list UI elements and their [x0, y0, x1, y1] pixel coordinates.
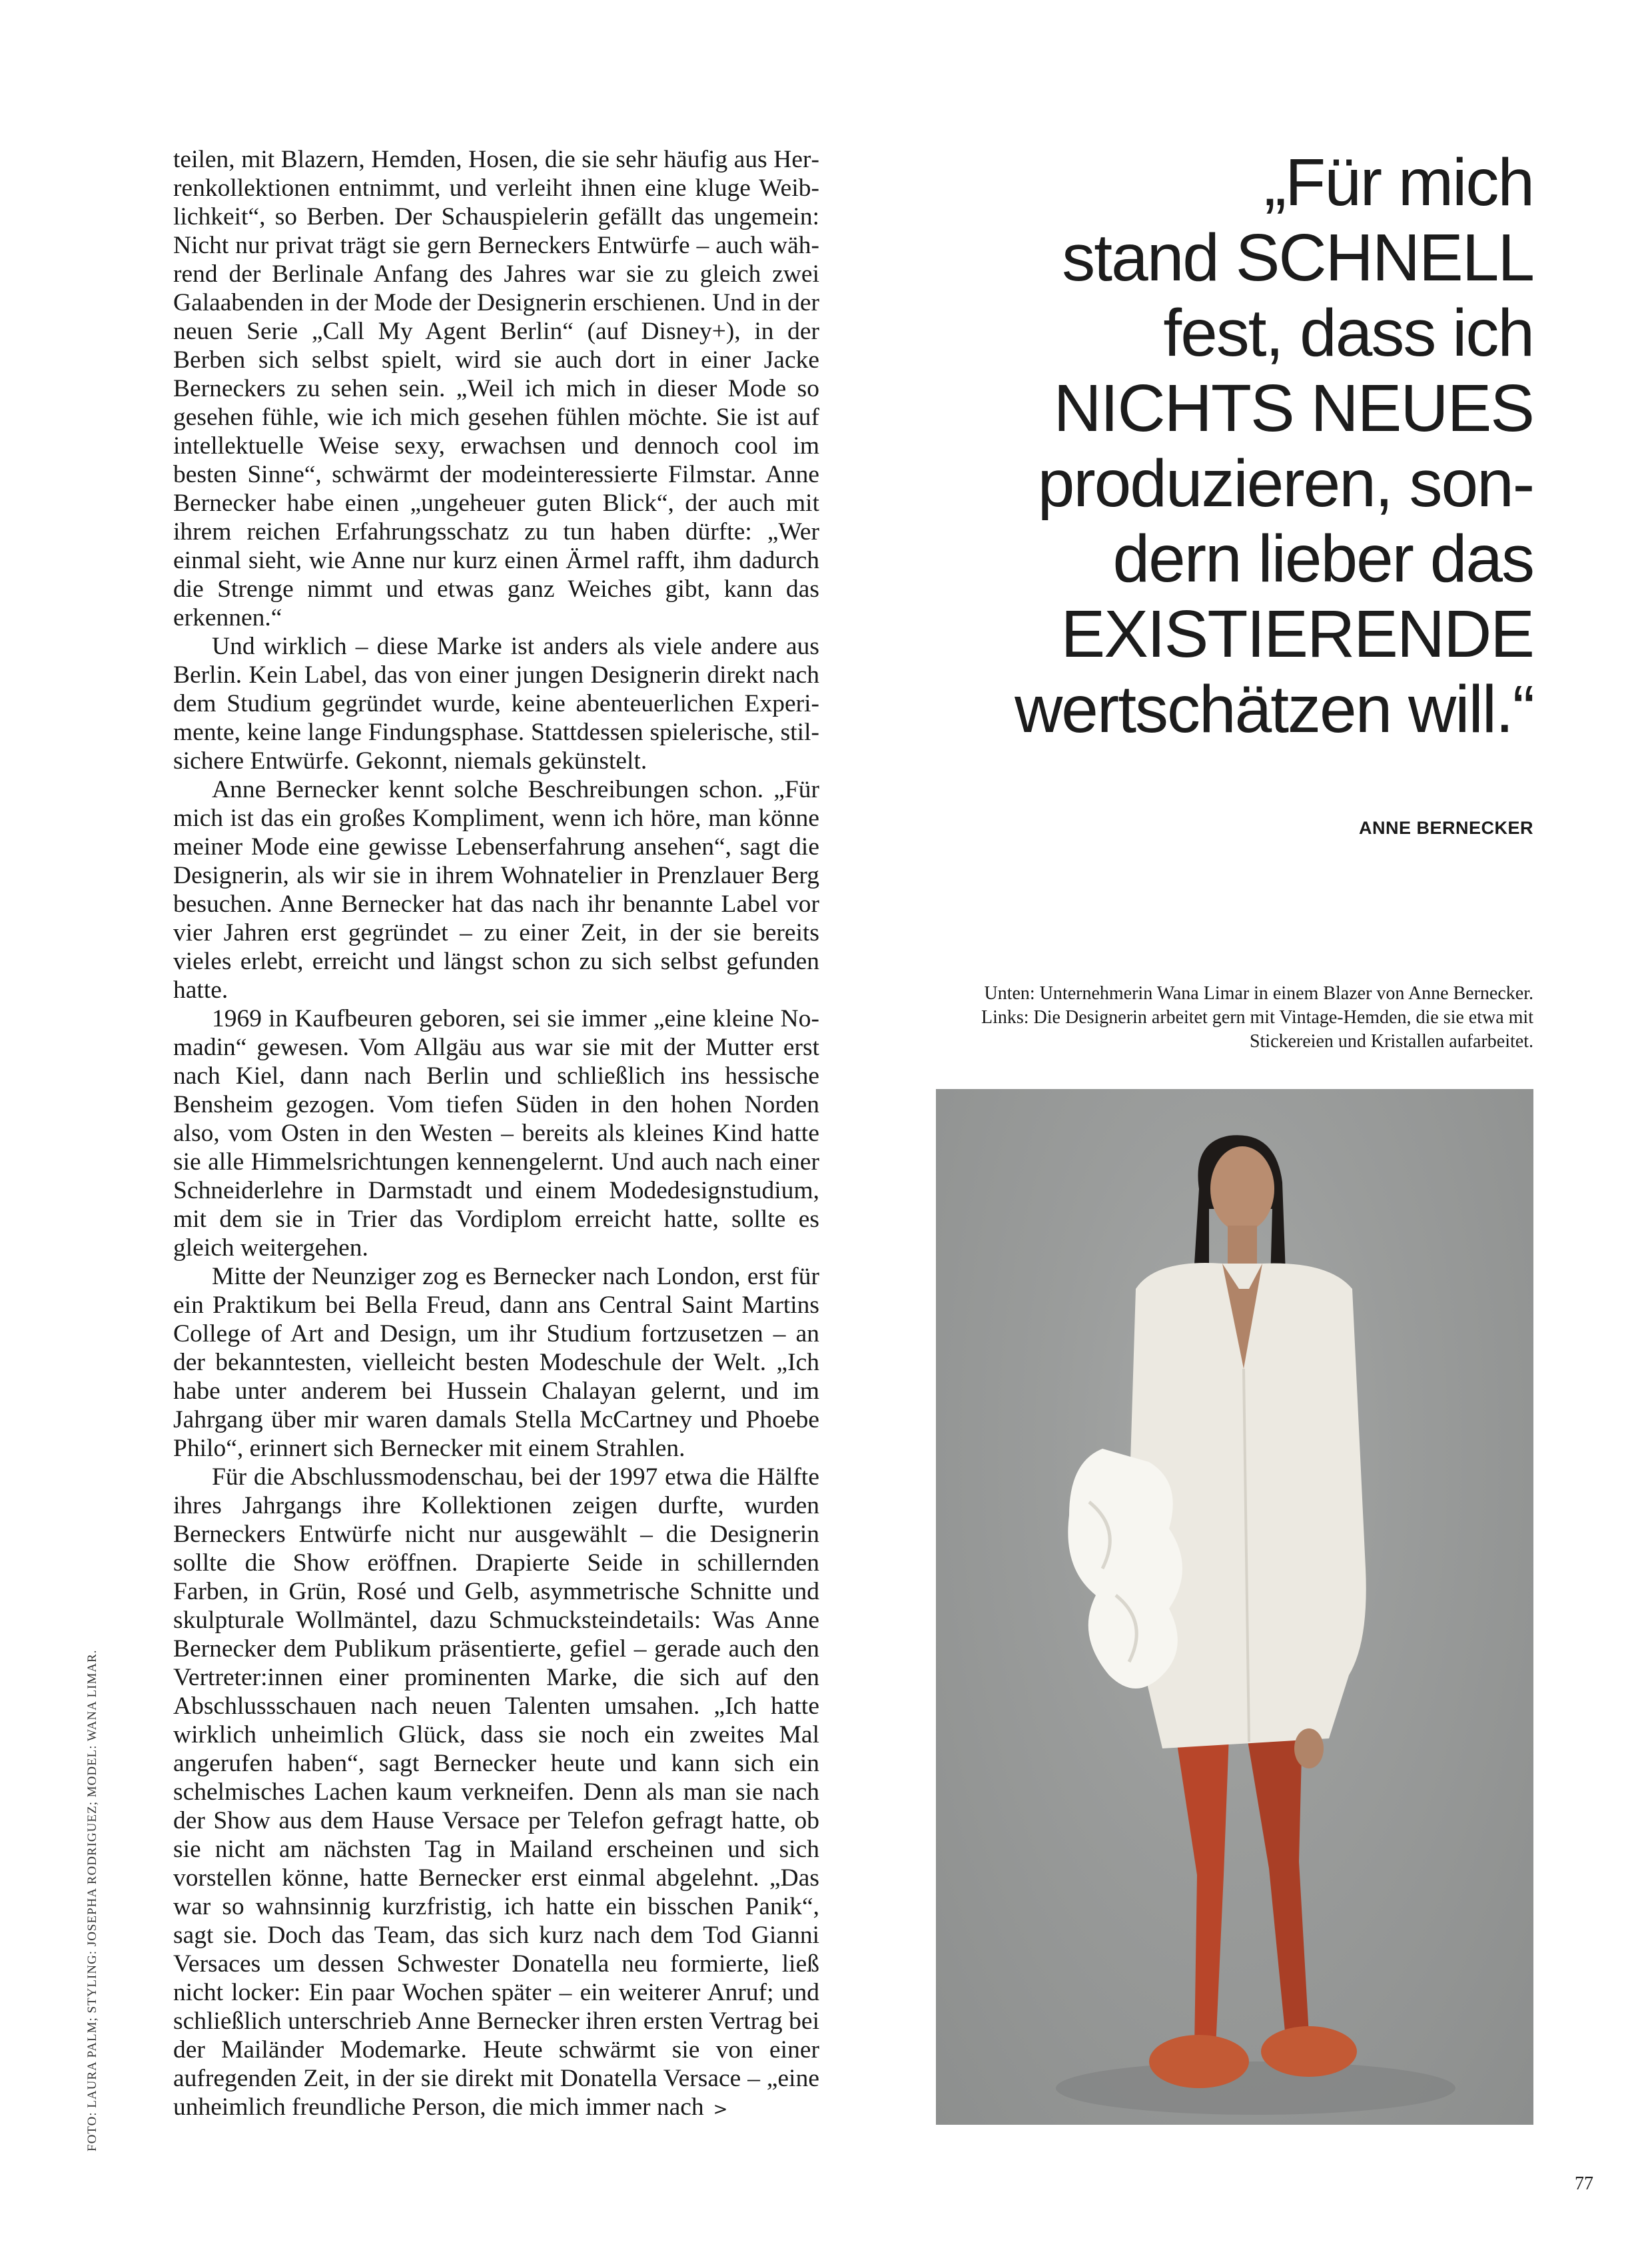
- pull-quote-line: wertschätzen will.“: [1015, 672, 1533, 747]
- body-paragraph: 1969 in Kaufbeuren geboren, sei sie immer „eine kleine Nomadin“ gewesen. Vom Allgäu aus war sie mit der Mutter erst nach Kiel, dann nach Berlin und schließlich ins hessische Bensheim gezogen. Vom tiefen Süden in den hohen Norden also, vom Osten in den Westen – bereits als kleines Kind hatte sie alle Himmelsrichtungen kennengelernt. Und auch nach einer Schneiderlehre in Darmstadt und einem Modedesignstudium, mit dem sie in Trier das Vordiplom erreicht hatte, sollte es gleich weitergehen.: [173, 1005, 819, 1262]
- page-number: 77: [1575, 2173, 1593, 2194]
- right-leg: [1246, 1728, 1309, 2038]
- draped-shirt: [1068, 1449, 1182, 1688]
- hand: [1294, 1728, 1324, 1768]
- pull-quote-line: „Für mich: [1264, 145, 1533, 220]
- body-paragraph-last: [173, 1463, 819, 2124]
- pull-quote-line: EXISTIERENDE: [1060, 597, 1533, 671]
- face: [1210, 1146, 1274, 1232]
- pull-quote-line: dern lieber das: [1112, 522, 1533, 596]
- continue-arrow-icon: >: [713, 2099, 728, 2119]
- pull-quote-line: fest, dass ich: [1163, 296, 1533, 370]
- left-leg: [1176, 1735, 1229, 2048]
- body-paragraph: Mitte der Neunziger zog es Bernecker nach London, erst für ein Praktikum bei Bella Freud, dann ans Central Saint Martins College of Art and Design, um ihr Studium fortzusetzen – an der bekanntesten, vielleicht besten Modeschule der Welt. „Ich habe unter anderem bei Hussein Chalayan gelernt, und im Jahrgang über mir waren damals Stella McCartney und Phoebe Philo“, erinnert sich Bernecker mit einem Strahlen.: [173, 1263, 819, 1462]
- body-paragraph-text: Für die Abschlussmodenschau, bei der 1997 etwa die Hälfte ihres Jahrgangs ihre Kollektionen zeigen durfte, wurden Berneckers Entwürfe nicht nur ausgewählt – die Designerin sollte die Show eröffnen. Drapierte Seide in schillernden Farben, in Grün, Rosé und Gelb, asymmetrische Schnitte und skulpturale Wollmäntel, dazu Schmucksteindetails: Was Anne Bernecker dem Publikum präsentierte, gefiel – gerade auch den Vertreter:innen einer prominenten Marke, die sich auf den Abschlussschauen nach neuen Talenten umsahen. „Ich hatte wirklich unheimlich Glück, dass sie noch ein zweites Mal angerufen haben“, sagt Bernecker heute und kann sich ein schelmisches Lachen kaum verkneifen. Denn als man sie nach der Show aus dem Hause Versace per Telefon gefragt hatte, ob sie nicht am nächsten Tag in Mailand erscheinen und sich vorstellen könne, hatte Bernecker erst einmal abgelehnt. „Das war so wahnsinnig kurzfristig, ich hatte ein bisschen Panik“, sagt sie. Doch das Team, das sich kurz nach dem Tod Gianni Versaces um dessen Schwester Donatella neu formierte, ließ nicht locker: Ein paar Wochen später – ein weiterer Anruf; und schließlich unterschrieb Anne Bernecker ihren ersten Vertrag bei der Mailänder Modemarke. Heute schwärmt sie von einer aufregenden Zeit, in der sie direkt mit Donatella Versace – „eine unheimlich freundliche Person, die mich immer nach: [173, 1463, 819, 2121]
- right-shoe: [1261, 2026, 1357, 2077]
- model-photo: [936, 1089, 1533, 2125]
- photo-credit: FOTO: LAURA PALM; STYLING: JOSEPHA RODRIGUEZ; MODEL: WANA LIMAR.: [85, 1649, 99, 2151]
- pull-quote-author: ANNE BERNECKER: [1358, 818, 1533, 838]
- pull-quote: [934, 145, 1533, 747]
- pull-quote-line: NICHTS NEUES: [1053, 371, 1533, 446]
- pull-quote-line: stand SCHNELL: [1062, 220, 1533, 295]
- body-paragraph: Anne Bernecker kennt solche Beschreibungen schon. „Für mich ist das ein großes Kompliment, wenn ich höre, man könne meiner Mode eine gewisse Lebenserfahrung ansehen“, sagt die Designerin, als wir sie in ihrem Wohnatelier in Prenzlauer Berg besuchen. Anne Bernecker hat das nach ihr benannte Label vor vier Jahren erst gegründet – zu einer Zeit, in der sie bereits vieles erlebt, erreicht und längst schon zu sich selbst gefunden hatte.: [173, 776, 819, 1004]
- pull-quote-line: produzieren, son-: [1037, 446, 1533, 521]
- floor-shadow: [1056, 2061, 1455, 2115]
- article-body: [173, 145, 819, 2124]
- body-paragraph: teilen, mit Blazern, Hemden, Hosen, die sie sehr häufig aus Herrenkollektionen entnimmt, und verleiht ihnen eine kluge Weiblichkeit“, so Berben. Der Schauspielerin gefällt das ungemein: Nicht nur privat trägt sie gern Berneckers Entwürfe – auch während der Berlinale Anfang des Jahres war sie zu gleich zwei Galaabenden in der Mode der Designerin erschienen. Und in der neuen Serie „Call My Agent Berlin“ (auf Disney+), in der Berben sich selbst spielt, wird sie auch dort in einer Jacke Berneckers zu sehen sein. „Weil ich mich in dieser Mode so gesehen fühle, wie ich mich gesehen fühlen möchte. Sie ist auf intellektuelle Weise sexy, erwachsen und dennoch cool im besten Sinne“, schwärmt der modeinteressierte Filmstar. Anne Bernecker habe einen „ungeheuer guten Blick“, der auch mit ihrem reichen Erfahrungsschatz zu tun haben dürfte: „Wer einmal sieht, wie Anne nur kurz einen Ärmel rafft, ihm dadurch die Strenge nimmt und etwas ganz Weiches gibt, kann das erkennen.“: [173, 146, 819, 631]
- left-shoe: [1149, 2035, 1249, 2088]
- body-paragraph: Und wirklich – diese Marke ist anders als viele andere aus Berlin. Kein Label, das von einer jungen Designerin direkt nach dem Studium gegründet wurde, keine abenteuerlichen Experimente, keine lange Findungsphase. Stattdessen spielerische, stilsichere Entwürfe. Gekonnt, niemals gekünstelt.: [173, 633, 819, 775]
- photo-caption: Unten: Unternehmerin Wana Limar in einem Blazer von Anne Bernecker. Links: Die Designerin arbeitet gern mit Vintage-Hemden, die sie etwa mit Stickereien und Kristallen aufarbeitet.: [981, 983, 1533, 1052]
